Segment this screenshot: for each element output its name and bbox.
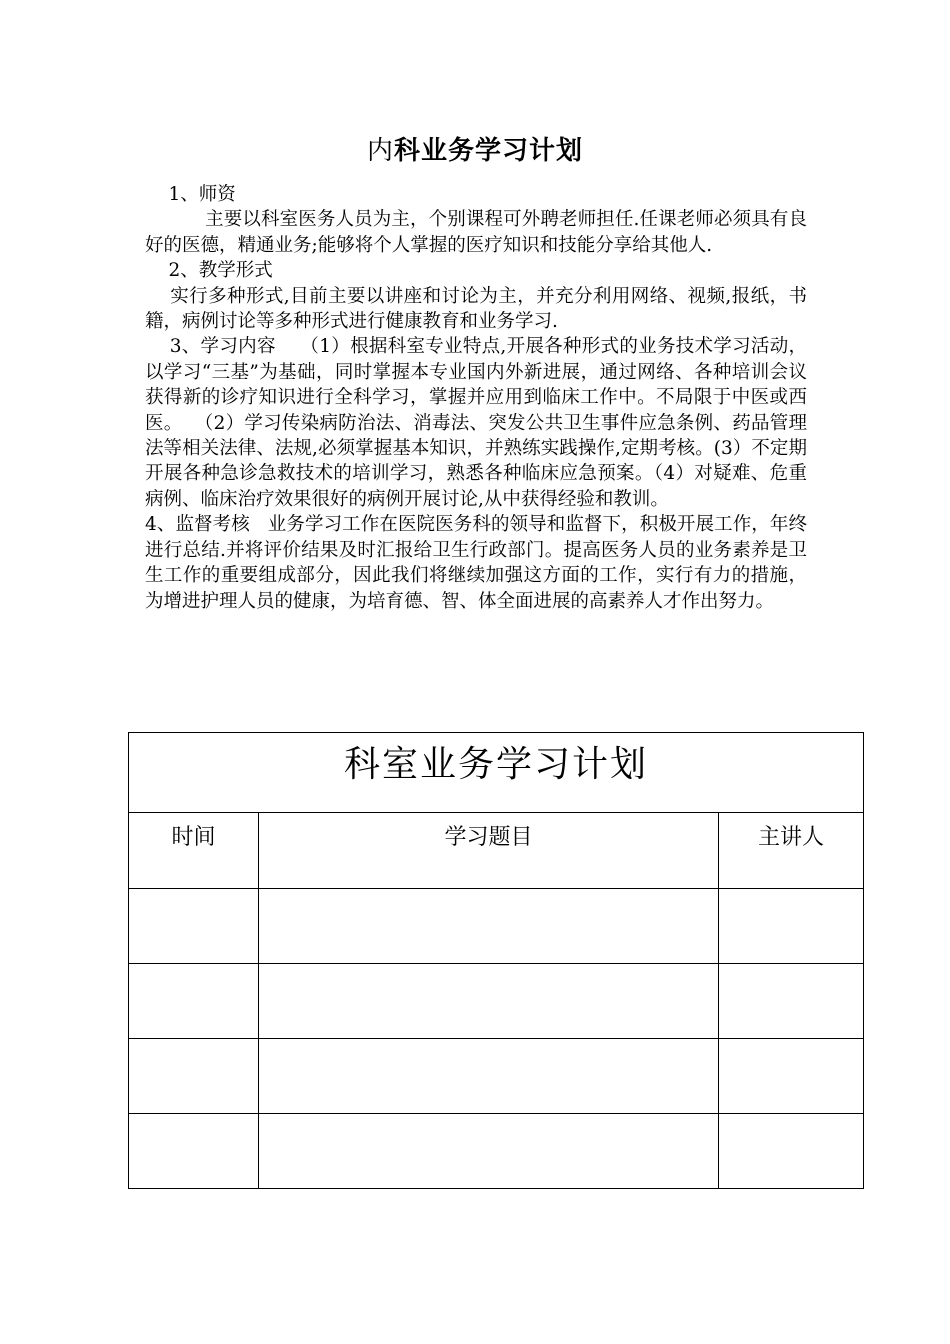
table-row (129, 1039, 864, 1114)
table-cell-time (129, 889, 259, 964)
table-cell-speaker (719, 889, 864, 964)
paragraph-learning-content: 3、学习内容 （1）根据科室专业特点,开展各种形式的业务技术学习活动，以学习“三基”为基础，同时掌握本专业国内外新进展，通过网络、各种培训会议获得新的诊疗知识进行全科学习，掌握并应用到临床工作中。不局限于中医或西医。 （2）学习传染病防治法、消毒法、突发公共卫生事件应急条例、药品管理法等相关法律、法规,必须掌握基本知识，并熟练实践操作,定期考核。(3）不定期开展各种急诊急救技术的培训学习，熟悉各种临床应急预案。（4）对疑难、危重病例、临床治疗效果很好的病例开展讨论,从中获得经验和教训。 (145, 336, 807, 510)
column-header-speaker: 主讲人 (719, 813, 864, 889)
paragraph-supervision: 4、监督考核 业务学习工作在医院医务科的领导和监督下，积极开展工作，年终进行总结.并将评价结果及时汇报给卫生行政部门。提高医务人员的业务素养是卫生工作的重要组成部分，因此我们将继续加强这方面的工作，实行有力的措施，为增进护理人员的健康，为培育德、智、体全面进展的高素养人才作出努力。 (145, 514, 807, 612)
table-row (129, 964, 864, 1039)
table-cell-topic (259, 889, 719, 964)
section-heading-teaching-form: 2、教学形式 (145, 260, 273, 282)
page-title-main: 科业务学习计划 (394, 136, 584, 166)
paragraph-teachers: 主要以科室医务人员为主，个别课程可外聘老师担任.任课老师必须具有良好的医德，精通业务;能够将个人掌握的医疗知识和技能分享给其他人. (145, 209, 807, 256)
document-body (145, 182, 807, 614)
paragraph-teaching-form: 实行多种形式,目前主要以讲座和讨论为主，并充分利用网络、视频,报纸，书籍，病例讨论等多种形式进行健康教育和业务学习. (145, 285, 807, 333)
table-row (129, 889, 864, 964)
page-title-prefix: 内 (366, 136, 394, 166)
table-title: 科室业务学习计划 (129, 733, 864, 813)
table-cell-speaker (719, 1114, 864, 1189)
page-title (0, 132, 950, 170)
section-heading-teachers: 1、师资 (145, 184, 236, 205)
column-header-topic: 学习题目 (259, 813, 719, 889)
table-cell-topic (259, 964, 719, 1039)
table-cell-speaker (719, 964, 864, 1039)
table-row (129, 1114, 864, 1189)
table-cell-time (129, 1039, 259, 1114)
table-header-row (129, 813, 864, 889)
column-header-time: 时间 (129, 813, 259, 889)
table-cell-time (129, 1114, 259, 1189)
study-plan-table (128, 732, 864, 1189)
table-cell-time (129, 964, 259, 1039)
table-cell-speaker (719, 1039, 864, 1114)
table-cell-topic (259, 1114, 719, 1189)
table-title-row (129, 733, 864, 813)
table-cell-topic (259, 1039, 719, 1114)
